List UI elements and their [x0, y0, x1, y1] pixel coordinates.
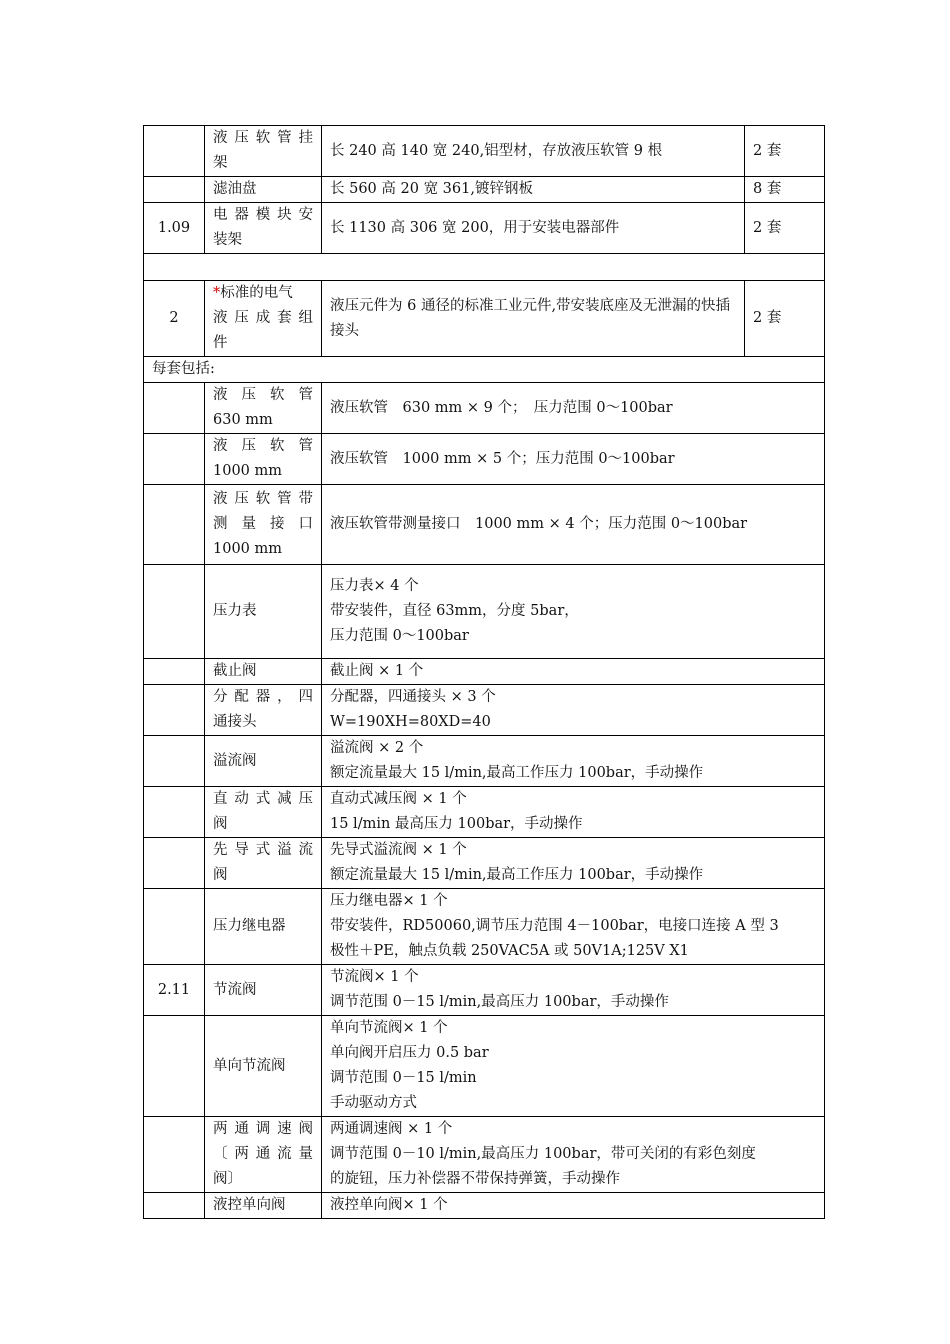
description-line: 带安装件，RD50060,调节压力范围 4－100bar，电接口连接 A 型 3 — [330, 918, 779, 934]
description-line: 两通调速阀 × 1 个 — [330, 1121, 453, 1137]
description-line: 长 240 高 140 宽 240,铝型材，存放液压软管 9 根 — [330, 142, 663, 159]
group-name-line: 液压成套组 — [213, 310, 313, 326]
table-row — [144, 685, 825, 736]
description-line: 液控单向阀× 1 个 — [330, 1197, 448, 1213]
item-index — [144, 565, 205, 659]
item-index — [144, 787, 205, 838]
item-description — [322, 965, 825, 1016]
item-description — [322, 1117, 825, 1193]
table-row — [144, 838, 825, 889]
item-index — [144, 383, 205, 434]
table-row — [144, 1117, 825, 1193]
description-line: 调节范围 0－15 l/min — [330, 1070, 477, 1086]
blank-row — [144, 254, 825, 281]
item-description — [322, 485, 825, 565]
description-line: 截止阀 × 1 个 — [330, 663, 424, 679]
item-quantity: 2 套 — [745, 203, 825, 254]
description-line: 的旋钮，压力补偿器不带保持弹簧，手动操作 — [330, 1171, 620, 1187]
item-name-line: 1000 mm — [213, 541, 283, 557]
item-name-line: 两通调速阀 — [213, 1121, 313, 1137]
item-index — [144, 1016, 205, 1117]
equipment-spec-table — [143, 125, 825, 1219]
description-line: 长 1130 高 306 宽 200，用于安装电器部件 — [330, 219, 620, 236]
description-line: 调节范围 0－10 l/min,最高压力 100bar，带可关闭的有彩色刻度 — [330, 1146, 756, 1162]
item-index — [144, 659, 205, 685]
table-row — [144, 565, 825, 659]
item-name-line: 节流阀 — [213, 981, 257, 998]
item-description — [322, 1016, 825, 1117]
description-line: 压力表× 4 个 — [330, 578, 419, 594]
item-index — [144, 177, 205, 203]
description-line: 单向节流阀× 1 个 — [330, 1020, 448, 1036]
description-line: W=190XH=80XD=40 — [330, 714, 491, 730]
description-line: 分配器，四通接头 × 3 个 — [330, 689, 496, 705]
description-line: 带安装件，直径 63mm，分度 5bar， — [330, 603, 579, 619]
group-name-line: *标准的电气 — [213, 285, 293, 301]
item-name-line: 测量接口 — [213, 516, 313, 532]
item-name-line: 压力表 — [213, 603, 257, 619]
required-star-icon: * — [213, 285, 221, 301]
table-row — [144, 1193, 825, 1219]
group-index: 2 — [144, 281, 205, 357]
group-row — [144, 281, 825, 357]
item-name-line: 〔两通流量 — [213, 1146, 313, 1162]
item-index — [144, 889, 205, 965]
spec-table-body — [144, 126, 825, 1219]
group-name-line: 件 — [213, 335, 228, 351]
item-description — [322, 889, 825, 965]
item-name-line: 电器模块安 — [213, 207, 313, 223]
item-name-cell — [205, 434, 322, 485]
item-name-cell — [205, 1117, 322, 1193]
item-name-cell — [205, 177, 322, 203]
item-name-cell — [205, 685, 322, 736]
item-name-cell — [205, 485, 322, 565]
item-name-cell — [205, 383, 322, 434]
item-description — [322, 659, 825, 685]
item-description — [322, 383, 825, 434]
item-name-cell — [205, 1016, 322, 1117]
item-index: 2.11 — [144, 965, 205, 1016]
item-name-line: 分配器，四 — [213, 689, 313, 705]
item-name-line: 阀〕 — [213, 1171, 242, 1187]
item-name-cell — [205, 787, 322, 838]
table-row — [144, 965, 825, 1016]
item-name-cell — [205, 126, 322, 177]
description-line: 节流阀× 1 个 — [330, 969, 419, 985]
description-line: 额定流量最大 15 l/min,最高工作压力 100bar，手动操作 — [330, 867, 704, 883]
description-line: 直动式减压阀 × 1 个 — [330, 791, 467, 807]
item-name-line: 液压软管 — [213, 387, 313, 403]
description-line: 溢流阀 × 2 个 — [330, 740, 424, 756]
description-line: 单向阀开启压力 0.5 bar — [330, 1045, 489, 1061]
item-name-line: 架 — [213, 155, 228, 171]
item-quantity: 8 套 — [745, 177, 825, 203]
table-row — [144, 434, 825, 485]
item-index — [144, 434, 205, 485]
item-index — [144, 838, 205, 889]
description-line: 压力范围 0～100bar — [330, 628, 469, 644]
item-name-line: 通接头 — [213, 714, 257, 730]
description-line: 手动驱动方式 — [330, 1095, 417, 1111]
item-index — [144, 1117, 205, 1193]
table-row — [144, 383, 825, 434]
description-line: 先导式溢流阀 × 1 个 — [330, 842, 467, 858]
item-name-line: 先导式溢流 — [213, 842, 313, 858]
item-index — [144, 485, 205, 565]
table-row — [144, 126, 825, 177]
group-name-cell — [205, 281, 322, 357]
item-index: 1.09 — [144, 203, 205, 254]
item-name-line: 1000 mm — [213, 463, 283, 479]
item-name-line: 直动式减压 — [213, 791, 313, 807]
item-name-cell — [205, 889, 322, 965]
item-name-line: 液压软管挂 — [213, 130, 313, 146]
item-index — [144, 1193, 205, 1219]
item-quantity: 2 套 — [745, 126, 825, 177]
item-name-line: 截止阀 — [213, 663, 257, 679]
table-row — [144, 736, 825, 787]
item-name-cell — [205, 838, 322, 889]
description-line: 调节范围 0－15 l/min,最高压力 100bar，手动操作 — [330, 994, 669, 1010]
item-description — [322, 736, 825, 787]
item-description — [322, 838, 825, 889]
item-name-cell — [205, 965, 322, 1016]
item-description — [322, 565, 825, 659]
description-line: 额定流量最大 15 l/min,最高工作压力 100bar，手动操作 — [330, 765, 704, 781]
table-row — [144, 203, 825, 254]
table-row — [144, 889, 825, 965]
item-description — [322, 1193, 825, 1219]
group-description: 液压元件为 6 通径的标准工业元件,带安装底座及无泄漏的快插接头 — [322, 281, 745, 357]
item-index — [144, 126, 205, 177]
item-index — [144, 736, 205, 787]
item-name-line: 单向节流阀 — [213, 1057, 286, 1074]
blank-cell — [144, 254, 825, 281]
description-line: 液压软管带测量接口 1000 mm × 4 个；压力范围 0～100bar — [330, 516, 748, 532]
item-description — [322, 126, 745, 177]
table-row — [144, 485, 825, 565]
table-row — [144, 177, 825, 203]
item-description — [322, 685, 825, 736]
item-name-line: 压力继电器 — [213, 918, 286, 934]
item-name-cell — [205, 565, 322, 659]
description-line: 液压软管 1000 mm × 5 个；压力范围 0～100bar — [330, 450, 675, 467]
item-name-line: 液压软管 — [213, 438, 313, 454]
description-line: 长 560 高 20 宽 361,镀锌钢板 — [330, 181, 533, 197]
item-description — [322, 177, 745, 203]
each-set-label: 每套包括: — [144, 357, 825, 383]
group-quantity: 2 套 — [745, 281, 825, 357]
item-name-line: 阀 — [213, 816, 228, 832]
item-name-cell — [205, 659, 322, 685]
item-description — [322, 203, 745, 254]
item-name-cell — [205, 203, 322, 254]
item-name-line: 溢流阀 — [213, 752, 257, 769]
item-index — [144, 685, 205, 736]
description-line: 液压软管 630 mm × 9 个； 压力范围 0～100bar — [330, 399, 673, 416]
item-name-line: 液压软管带 — [213, 491, 313, 507]
item-name-line: 液控单向阀 — [213, 1197, 286, 1213]
item-name-cell — [205, 1193, 322, 1219]
table-row — [144, 787, 825, 838]
item-name-line: 630 mm — [213, 412, 273, 428]
item-name-line: 装架 — [213, 232, 242, 248]
description-line: 15 l/min 最高压力 100bar，手动操作 — [330, 816, 583, 832]
item-description — [322, 434, 825, 485]
description-line: 极性＋PE，触点负载 250VAC5A 或 50V1A;125V X1 — [330, 943, 689, 959]
item-description — [322, 787, 825, 838]
description-line: 压力继电器× 1 个 — [330, 893, 448, 909]
table-row — [144, 1016, 825, 1117]
item-name-line: 滤油盘 — [213, 181, 257, 197]
each-set-row — [144, 357, 825, 383]
item-name-line: 阀 — [213, 867, 228, 883]
table-row — [144, 659, 825, 685]
item-name-cell — [205, 736, 322, 787]
